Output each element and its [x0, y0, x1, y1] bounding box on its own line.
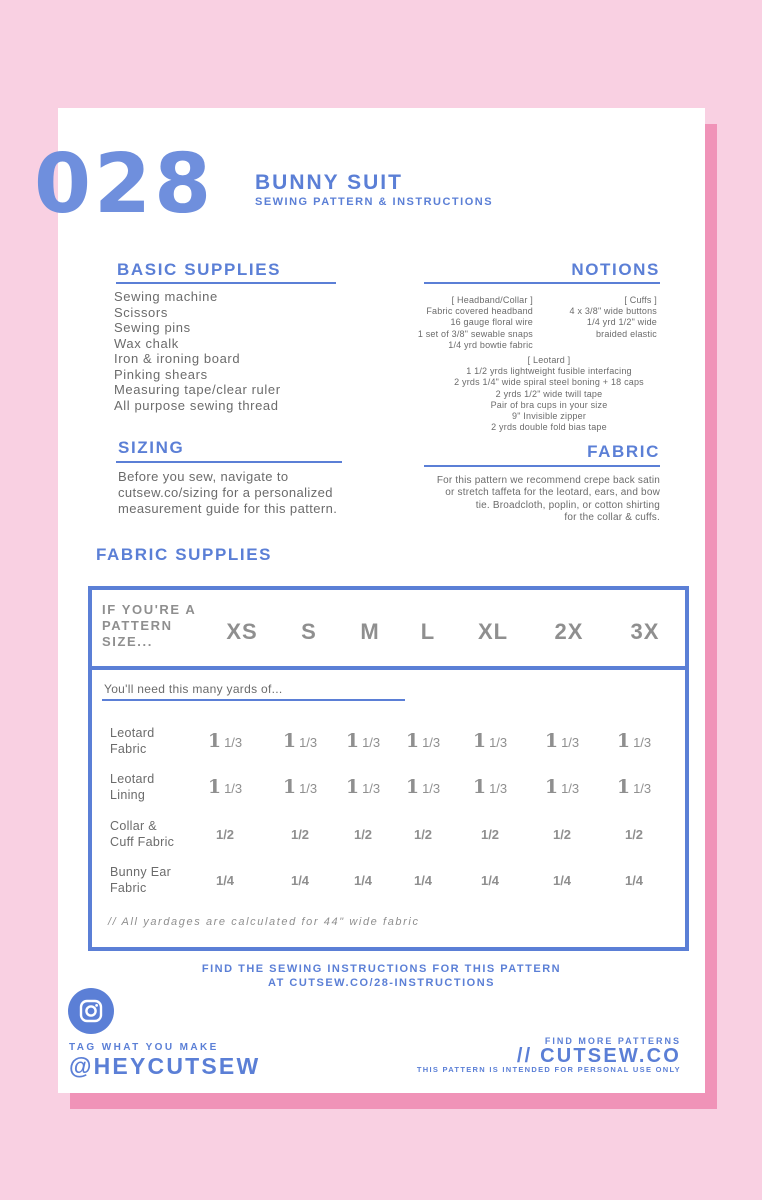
site-link[interactable]: // CUTSEW.CO [516, 1045, 681, 1067]
yardage-cell [346, 776, 380, 798]
notions-group-label: [ Headband/Collar ] [451, 295, 533, 305]
yardage-whole: 1 [544, 776, 559, 798]
fabric-text [391, 475, 660, 525]
yardage-cell [208, 776, 242, 798]
sizing-text [118, 469, 378, 517]
row-label [110, 726, 155, 757]
notions-cuffs-block [570, 295, 657, 340]
row-label-line: Leotard [110, 772, 155, 786]
size-header-l: L [420, 619, 436, 644]
size-header-m: M [360, 619, 380, 644]
yardage-fraction: 1/4 [215, 873, 235, 888]
yardage-fraction: 1/3 [489, 781, 508, 796]
yardage-whole: 1 [207, 730, 222, 752]
list-item: 1 1/2 yrds lightweight fusible interfacing [466, 366, 632, 377]
list-item: 2 yrds 1/4" wide spiral steel boning + 18 caps [454, 377, 644, 388]
fabric-heading: FABRIC [587, 442, 660, 461]
sizing-line: cutsew.co/sizing for a personalized [118, 485, 333, 500]
list-item: Measuring tape/clear ruler [114, 382, 281, 397]
yardage-fraction: 1/3 [633, 735, 652, 750]
yardage-fraction: 1/3 [561, 735, 580, 750]
yardage-cell [545, 730, 579, 752]
size-header-3x: 3X [630, 619, 660, 644]
fabric-line: or stretch taffeta for the leotard, ears, and bow [445, 487, 660, 499]
yardage-whole: 1 [616, 730, 631, 752]
list-item: Scissors [114, 304, 168, 320]
list-item: braided elastic [595, 328, 657, 339]
size-prompt-line: PATTERN [102, 618, 173, 633]
pattern-number: 028 [34, 137, 215, 232]
yardage-cell [414, 827, 432, 842]
yardage-fraction: 1/4 [413, 873, 433, 888]
fabric-line: tie. Broadcloth, poplin, or cotton shirting [475, 499, 660, 511]
find-more-label: FIND MORE PATTERNS [544, 1036, 681, 1046]
list-item: 2 yrds 1/2" wide twill tape [495, 388, 603, 399]
list-item: Fabric covered headband [426, 306, 533, 317]
yardage-fraction: 1/3 [489, 735, 508, 750]
fabric-supplies-table [88, 586, 689, 951]
row-label [110, 772, 155, 803]
yardage-whole: 1 [345, 730, 360, 752]
yardage-cell [354, 873, 372, 888]
notions-rule [424, 282, 660, 284]
yardage-whole: 1 [282, 776, 297, 798]
row-label-line: Leotard [110, 726, 155, 740]
list-item: 1/4 yrd bowtie fabric [448, 339, 533, 350]
instagram-handle[interactable]: @HEYCUTSEW [69, 1053, 261, 1079]
row-label-line: Fabric [110, 741, 147, 756]
yardage-cell [216, 827, 234, 842]
list-item: 2 yrds double fold bias tape [491, 422, 607, 433]
fabric-supplies-heading: FABRIC SUPPLIES [96, 545, 273, 564]
yardage-fraction: 1/3 [561, 781, 580, 796]
yardage-fraction: 1/4 [480, 873, 500, 888]
sizing-rule [116, 461, 342, 463]
basic-supplies-list [114, 289, 281, 413]
notions-leotard-block [398, 355, 700, 433]
row-label-line: Lining [110, 787, 146, 802]
yardage-fraction: 1/2 [215, 827, 235, 842]
size-prompt-line: IF YOU'RE A [102, 602, 197, 617]
fabric-line: for the collar & cuffs. [564, 512, 660, 524]
list-item: 4 x 3/8" wide buttons [569, 306, 657, 317]
yardage-whole: 1 [472, 730, 487, 752]
yardage-cell [283, 776, 317, 798]
yardage-cell [553, 827, 571, 842]
fabric-rule [424, 465, 660, 467]
yardage-whole: 1 [207, 776, 222, 798]
yardage-cell [617, 776, 651, 798]
yardage-fraction: 1/3 [422, 781, 441, 796]
personal-use-notice: THIS PATTERN IS INTENDED FOR PERSONAL USE ONLY [416, 1065, 681, 1074]
yardage-whole: 1 [616, 776, 631, 798]
row-label-line: Bunny Ear [110, 865, 172, 879]
tag-label: TAG WHAT YOU MAKE [69, 1042, 219, 1053]
list-item: Wax chalk [114, 335, 179, 351]
list-item: 1 set of 3/8" sewable snaps [417, 328, 533, 339]
list-item: 1/4 yrd 1/2" wide [586, 317, 657, 328]
yardage-fraction: 1/4 [624, 873, 644, 888]
list-item: Iron & ironing board [114, 351, 241, 366]
yardage-footnote: // All yardages are calculated for 44" wide fabric [108, 916, 420, 928]
yardage-cell [346, 730, 380, 752]
table-divider [92, 666, 685, 670]
sizing-line: Before you sew, navigate to [118, 469, 289, 484]
yardage-fraction: 1/3 [633, 781, 652, 796]
yardage-fraction: 1/3 [299, 781, 318, 796]
yardage-whole: 1 [282, 730, 297, 752]
yardage-cell [545, 776, 579, 798]
yardage-fraction: 1/2 [552, 827, 572, 842]
instructions-line: AT CUTSEW.CO/28-INSTRUCTIONS [268, 977, 495, 989]
size-header-2x: 2X [554, 619, 584, 644]
pattern-title: BUNNY SUIT [255, 171, 403, 194]
yardage-fraction: 1/3 [362, 735, 381, 750]
yardage-whole: 1 [405, 730, 420, 752]
instructions-callout [58, 962, 705, 990]
instagram-icon[interactable] [68, 988, 114, 1034]
yardage-cell [481, 873, 499, 888]
yardage-fraction: 1/2 [480, 827, 500, 842]
instructions-line: FIND THE SEWING INSTRUCTIONS FOR THIS PATTERN [201, 963, 562, 975]
list-item: Sewing pins [114, 320, 191, 335]
size-header-s: S [301, 619, 317, 644]
pattern-subtitle: SEWING PATTERN & INSTRUCTIONS [255, 196, 494, 208]
row-label-line: Collar & [110, 819, 157, 833]
row-label-line: Cuff Fabric [110, 834, 175, 849]
yardage-cell [617, 730, 651, 752]
list-item: 9" Invisible zipper [511, 411, 587, 422]
yardage-fraction: 1/3 [362, 781, 381, 796]
row-label [110, 865, 171, 896]
yardage-fraction: 1/2 [624, 827, 644, 842]
row-label [110, 819, 174, 850]
notions-heading: NOTIONS [571, 260, 660, 279]
yardage-fraction: 1/4 [552, 873, 572, 888]
yardage-whole: 1 [472, 776, 487, 798]
list-item: Sewing machine [114, 289, 218, 304]
yardage-fraction: 1/3 [224, 735, 243, 750]
fabric-line: For this pattern we recommend crepe back satin [436, 475, 660, 486]
yardage-fraction: 1/2 [413, 827, 433, 842]
yardage-fraction: 1/3 [422, 735, 441, 750]
row-label-line: Fabric [110, 880, 147, 895]
yardage-cell [553, 873, 571, 888]
yardage-cell [414, 873, 432, 888]
basic-supplies-heading: BASIC SUPPLIES [117, 260, 282, 279]
list-item: All purpose sewing thread [114, 397, 279, 413]
yardage-cell [481, 827, 499, 842]
pattern-card [34, 108, 705, 1093]
size-header-xs: XS [226, 619, 258, 644]
yardage-fraction: 1/2 [353, 827, 373, 842]
need-rule [102, 699, 405, 701]
yardage-cell [406, 730, 440, 752]
yardage-whole: 1 [405, 776, 420, 798]
list-item: 16 gauge floral wire [450, 317, 533, 328]
yardage-cell [625, 827, 643, 842]
yardage-cell [354, 827, 372, 842]
instagram-glyph [79, 999, 103, 1023]
sizing-line: measurement guide for this pattern. [118, 501, 338, 516]
notions-group-label: [ Leotard ] [527, 355, 571, 365]
yardage-fraction: 1/3 [299, 735, 318, 750]
notions-headband-block [418, 295, 533, 351]
yardage-cell [208, 730, 242, 752]
yardage-cell [216, 873, 234, 888]
yardage-cell [473, 776, 507, 798]
yardage-cell [283, 730, 317, 752]
yardage-cell [473, 730, 507, 752]
yardage-whole: 1 [544, 730, 559, 752]
size-prompt [102, 602, 196, 650]
basic-supplies-rule [116, 282, 336, 284]
list-item: Pinking shears [114, 366, 208, 382]
yardage-fraction: 1/4 [353, 873, 373, 888]
yardage-cell [291, 873, 309, 888]
need-label: You'll need this many yards of... [104, 682, 283, 696]
notions-group-label: [ Cuffs ] [624, 295, 657, 305]
yardage-fraction: 1/2 [290, 827, 310, 842]
yardage-cell [291, 827, 309, 842]
list-item: Pair of bra cups in your size [490, 399, 608, 410]
yardage-cell [406, 776, 440, 798]
yardage-fraction: 1/3 [224, 781, 243, 796]
yardage-cell [625, 873, 643, 888]
size-prompt-line: SIZE... [102, 634, 153, 649]
yardage-whole: 1 [345, 776, 360, 798]
size-header-xl: XL [477, 619, 509, 644]
sizing-heading: SIZING [118, 438, 185, 457]
yardage-fraction: 1/4 [290, 873, 310, 888]
